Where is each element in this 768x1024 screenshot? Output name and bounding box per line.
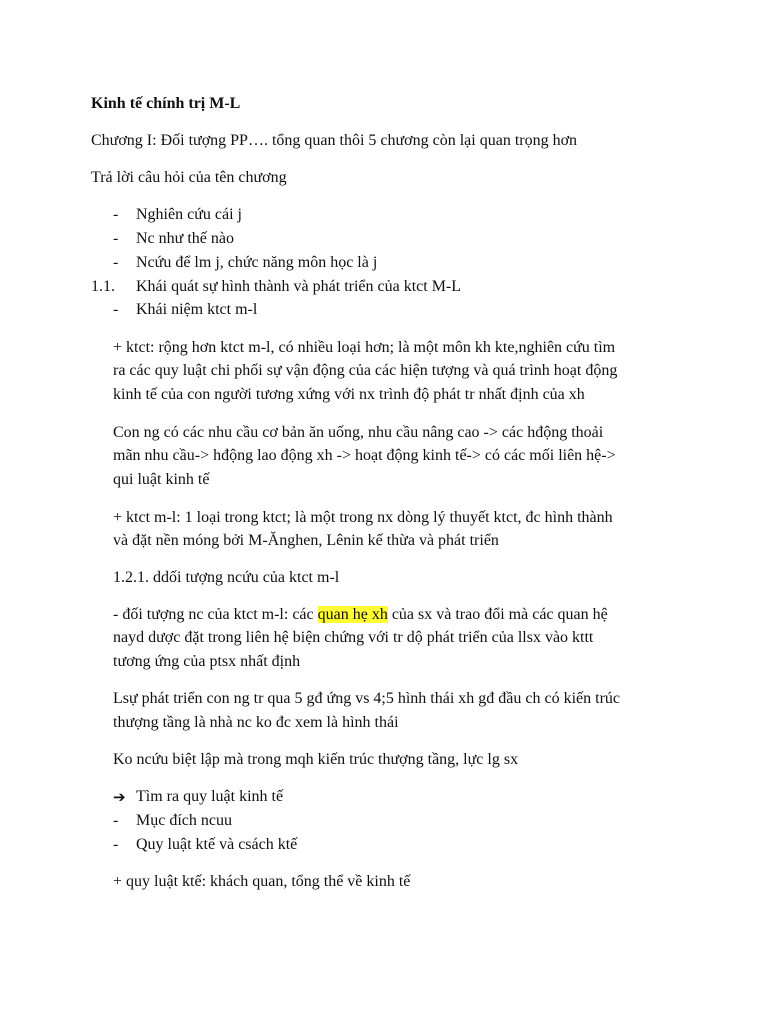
paragraph-line <box>113 605 608 625</box>
arrow-icon: ➔ <box>113 788 126 806</box>
bullet-dash: - <box>113 206 119 223</box>
intro-line: Chương I: Đối tượng PP…. tổng quan thôi 5 chương còn lại quan trọng hơn <box>91 132 578 149</box>
list-item: Nghiên cứu cái j <box>136 206 242 223</box>
bullet-dash: - <box>113 254 119 271</box>
paragraph-line: qui luật kinh tế <box>113 471 210 488</box>
paragraph-line: kinh tế của con người tương xứng với nx trình độ phát tr nhất định của xh <box>113 386 585 403</box>
paragraph-line: ra các quy luật chi phối sự vận động của các hiện tượng và quá trình hoạt động <box>113 362 618 379</box>
paragraph-line: Lsự phát triển con ng tr qua 5 gđ ứng vs 4;5 hình thái xh gđ đầu ch có kiến trúc <box>113 690 621 707</box>
highlighted-text: quan hẹ xh <box>317 606 388 623</box>
bullet-dash: - <box>113 230 119 247</box>
answer-line: Trả lời câu hỏi của tên chương <box>91 169 287 186</box>
list-item: Mục đích ncuu <box>136 812 232 829</box>
list-item: Nc như thế nào <box>136 230 234 247</box>
paragraph-line: + ktct m-l: 1 loại trong ktct; là một trong nx dòng lý thuyết ktct, đc hình thành <box>113 509 613 526</box>
subsection-heading: 1.2.1. ddối tượng ncứu của ktct m-l <box>113 569 340 586</box>
list-item: Ncứu để lm j, chức năng môn học là j <box>136 254 378 271</box>
text-segment: của sx và trao đổi mà các quan hệ <box>387 606 608 623</box>
doc-title: Kinh tế chính trị M-L <box>91 95 241 112</box>
paragraph-line: nayd dược đặt trong liên hệ biện chứng với tr dộ phát triển của llsx vào kttt <box>113 629 594 646</box>
paragraph-line: tương ứng của ptsx nhất định <box>113 653 301 670</box>
list-item: Khái niệm ktct m-l <box>136 301 258 318</box>
section-heading: Khái quát sự hình thành và phát triển của ktct M-L <box>136 278 462 295</box>
paragraph-line: Ko ncứu biệt lập mà trong mqh kiến trúc thượng tầng, lực lg sx <box>113 751 519 768</box>
paragraph-line: + quy luật ktế: khách quan, tổng thể về kinh tế <box>113 873 411 890</box>
section-number: 1.1. <box>91 278 115 295</box>
paragraph-line: thượng tầng là nhà nc ko đc xem là hình thái <box>113 714 399 731</box>
paragraph-line: mãn nhu cầu-> hđộng lao động xh -> hoạt động kinh tế-> có các mối liên hệ-> <box>113 447 616 464</box>
list-item: Quy luật ktế và csách ktế <box>136 836 298 853</box>
paragraph-line: Con ng có các nhu cầu cơ bản ăn uống, nhu cầu nâng cao -> các hđộng thoải <box>113 424 604 441</box>
text-segment: - đối tượng nc của ktct m-l: các <box>113 606 318 623</box>
bullet-dash: - <box>113 301 119 318</box>
list-item: Tìm ra quy luật kinh tế <box>136 788 284 805</box>
paragraph-line: và đặt nền móng bởi M-Ănghen, Lênin kế thừa và phát triển <box>113 532 499 549</box>
paragraph-line: + ktct: rộng hơn ktct m-l, có nhiều loại hơn; là một môn kh kte,nghiên cứu tìm <box>113 339 616 356</box>
bullet-dash: - <box>113 836 119 853</box>
bullet-dash: - <box>113 812 119 829</box>
